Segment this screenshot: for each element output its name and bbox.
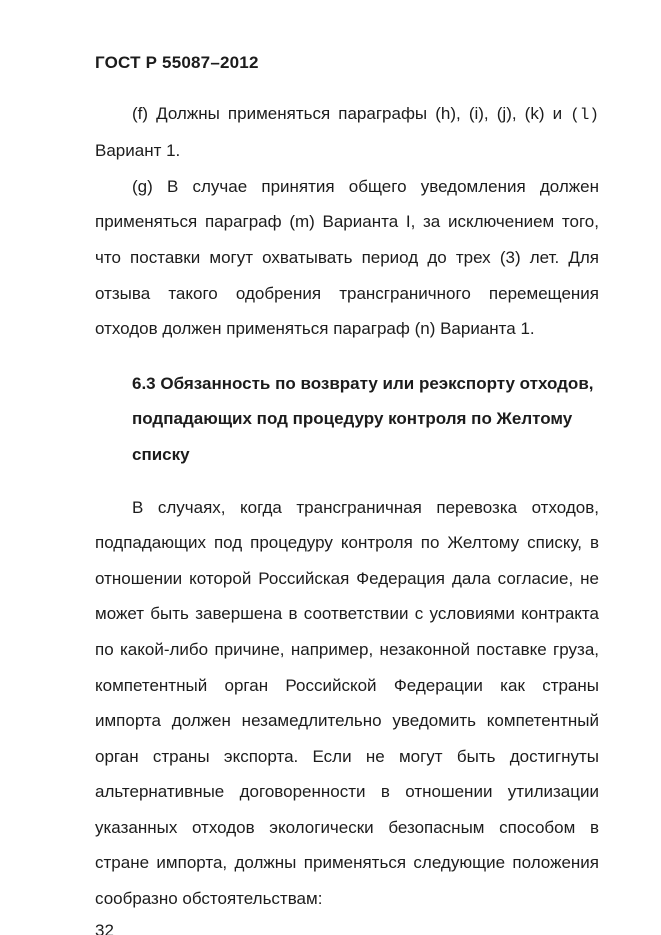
paragraph-f-text-after: Вариант 1. — [95, 141, 181, 161]
paragraph-f-text-before: (f) Должны применяться параграфы (h), (i), (j), (k) и — [132, 103, 571, 123]
body-paragraph: В случаях, когда трансграничная перевозка отходов, подпадающих под процедуру контроля по Желтому списку, в отношении которой Российская Федерация дала согласие, не может быть завершена в соответствии с условиями контракта по какой-либо причине, например, незаконной поставке груза, компетентный орган Российской Федерации как страны импорта должен незамедлительно уведомить компетентный орган страны экспорта. Если не могут быть достигнуты альтернативные договоренности в отношении утилизации указанных отходов экологически безопасным способом в стране импорта, должны применяться следующие положения сообразно обстоятельствам: — [95, 497, 599, 909]
document-content — [95, 45, 599, 935]
document-header: ГОСТ Р 55087–2012 — [95, 53, 259, 72]
section-heading-6-3 — [95, 366, 599, 473]
section-heading-line-1: 6.3 Обязанность по возврату или реэкспорту отходов, — [132, 373, 594, 393]
paragraph-g: (g) В случае принятия общего уведомления должен применяться параграф (m) Варианта I, за исключением того, что поставки могут охватывать период до трех (3) лет. Для отзыва такого одобрения трансграничного перемещения отходов должен применяться параграф (n) Варианта 1. — [95, 176, 599, 339]
page-number: 32 — [95, 920, 114, 935]
paragraph-f — [95, 96, 599, 169]
section-heading-line-2: подпадающих под процедуру контроля по Желтому списку — [132, 409, 573, 464]
paragraph-f-mono-reference: (l) — [570, 105, 599, 124]
